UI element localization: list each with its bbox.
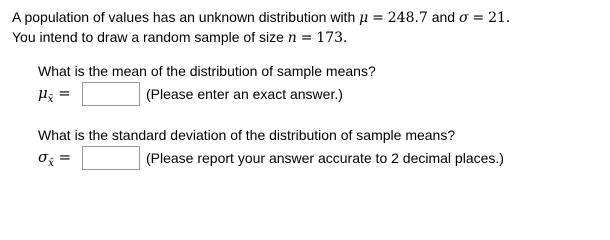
sigma-xbar-label [38, 148, 82, 169]
equals-sign: = [300, 30, 313, 46]
mean-answer-note: (Please enter an exact answer.) [146, 86, 343, 102]
n-symbol: n [287, 30, 297, 46]
mu-symbol: μ [359, 10, 369, 26]
sd-answer-note: (Please report your answer accurate to 2 decimal places.) [146, 150, 504, 166]
sigma-symbol: σ [38, 147, 49, 166]
intro-line-2 [12, 28, 510, 48]
and-text: and [431, 9, 456, 25]
equals-sign: = [58, 83, 71, 102]
problem-statement [12, 8, 510, 48]
question-2-text: What is the standard deviation of the distribution of sample means? [38, 127, 456, 143]
sigma-value: 21. [488, 10, 511, 26]
equals-sign: = [58, 147, 72, 166]
xbar-subscript: x̄ [48, 157, 54, 169]
question-1-text: What is the mean of the distribution of sample means? [38, 63, 376, 79]
mu-xbar-label [38, 84, 82, 105]
question-1-answer-row [38, 81, 343, 107]
equals-sign: = [472, 10, 485, 26]
intro-line-1 [12, 8, 510, 28]
intro-line-1-text: A population of values has an unknown distribution with [12, 9, 356, 25]
mu-symbol: μ [38, 83, 48, 102]
mean-answer-input[interactable] [82, 82, 140, 106]
sd-answer-input[interactable] [82, 146, 140, 170]
intro-line-2-text: You intend to draw a random sample of size [12, 29, 284, 45]
mu-value: 248.7 [387, 10, 428, 26]
xbar-subscript: x̄ [47, 93, 54, 105]
sigma-symbol: σ [458, 10, 469, 26]
equals-sign: = [372, 10, 384, 26]
question-2-answer-row [38, 145, 504, 171]
n-value: 173. [316, 30, 348, 46]
